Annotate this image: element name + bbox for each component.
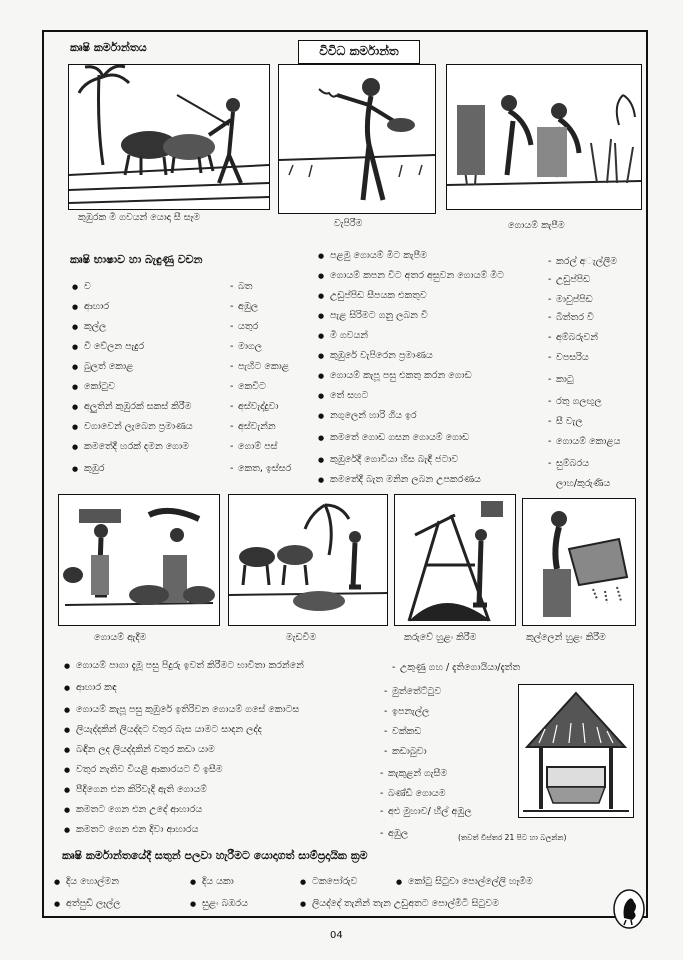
vocab-right-term: ● උඩුප්පිඩ සීපයක එකතුව bbox=[330, 290, 427, 302]
pair-meaning: - කඩාබුවා bbox=[392, 746, 427, 758]
vocab-right-term: ● කුඹුරේදී ගොවියා හිස බැඳී ජටාව bbox=[330, 454, 458, 466]
tradition-item: ● සුළං බඹරය bbox=[202, 898, 248, 910]
pair-meaning: - බණ්ඩි ගොයම bbox=[388, 788, 446, 800]
vocab-right-term: ● නගුලෙන් හාරි ගිය ඉර bbox=[330, 410, 417, 422]
tradition-item: ● කෝටු සිටුවා පොල්ලේලි හෑමීම bbox=[408, 876, 533, 888]
vocab-right-term: ● පැළ සිරිමට ගනු ලබන වී bbox=[330, 310, 428, 322]
vocab-right-meaning: - කාටු bbox=[556, 374, 574, 386]
tradition-item: ● දිය හොල්මන bbox=[66, 876, 119, 888]
pair-term: ● වතුර නැතිව වියළි ආකාරයට වී ඉසීම bbox=[76, 764, 223, 776]
sowing-scene-icon bbox=[278, 64, 436, 214]
vocab-right-term: ● ගොයම් කැපූ පසු එකතු කරන ගොඩ bbox=[330, 370, 472, 382]
vocab-left-term: ● කෝටුව bbox=[84, 381, 115, 393]
pair-term: ● ගොයම් කැපූ පසු කුඹුරේ ඉතිරිවන ගොයම් ගසේ කොටස bbox=[76, 704, 299, 716]
vocab-right-meaning: - කරල් අැල්ලීම bbox=[556, 256, 617, 268]
vocab-left-meaning: - මාගල bbox=[238, 341, 262, 353]
tradition-item: ● ටකපෝරුව bbox=[312, 876, 357, 888]
vocab-left-term: ● කුඹුර bbox=[84, 463, 105, 475]
vocab-left-term: ● වී වේලන පැදුර bbox=[84, 341, 144, 353]
caption-winnowing-basket: කුල්ලෙන් හුළං කිරීම bbox=[526, 632, 606, 643]
vocab-left-meaning: - බත bbox=[238, 281, 253, 293]
vocab-right-meaning: ලාහ/කුරුණිය bbox=[556, 478, 611, 489]
caption-ploughing: කුඹුරක මී ගවයන් යොදා සී සෑම bbox=[78, 212, 201, 223]
ploughing-scene-icon bbox=[68, 64, 270, 210]
pair-meaning: - මුත්තේට්ටුව bbox=[392, 686, 441, 698]
vocab-left-meaning: - ගොම් පස් bbox=[238, 441, 278, 453]
granary-hut-drawing-icon bbox=[518, 684, 634, 818]
hut-note: (තවත් විස්තර 21 පිට හා බලන්න) bbox=[458, 833, 567, 842]
vocab-left-term: ● අලුතින් කුඹුරක් සකස් කිරීම bbox=[84, 401, 191, 413]
vocab-left-term: ● වගාවෙන් ලැබෙන ප්‍රමාණය bbox=[84, 421, 193, 433]
vocab-left-term: ● ව bbox=[84, 281, 91, 293]
vocab-right-meaning: - සුම්බරය bbox=[556, 458, 589, 470]
vocab-right-term: ● මී ගවයන් bbox=[330, 330, 368, 342]
vocab-right-meaning: - ගොයම් කොළය bbox=[556, 436, 620, 448]
traditions-title: කෘෂි කර්මාන්තයේදී සතුන් පලවා හැරීමට යොදාගත් සාම්ප්‍රදායික ක්‍රම bbox=[62, 849, 368, 862]
vocab-left-term: ● කුල්ල bbox=[84, 321, 106, 333]
vocab-right-term: ● පළමු ගොයම් මිට කැපීම bbox=[330, 250, 427, 262]
harvesting-scene-icon bbox=[446, 64, 642, 210]
caption-sowing: වැපිරීම bbox=[334, 218, 363, 229]
vocab-right-meaning: - රතු ගලඟුල bbox=[556, 396, 602, 408]
caption-winnowing-platform: කරුවේ හුළං කිරීම bbox=[404, 632, 477, 643]
caption-harvesting: ගොයම් කැපීම bbox=[508, 220, 565, 231]
tradition-item: ● ලියද්දේ තැනින් තැන උඩුඅතට පොල්මිටි සිටුවම bbox=[312, 898, 499, 910]
vocab-left-meaning: - යතුර bbox=[238, 321, 258, 333]
vocab-left-term: ● කමතේදී හරක් දමන ගොම bbox=[84, 441, 189, 453]
vocab-title: කෘෂි භාෂාව හා බැඳුණු වචන bbox=[70, 253, 203, 266]
pair-term: ● පීදිගෙන එන කිරිවැදි ඇති ගොයම් bbox=[76, 784, 207, 796]
pair-meaning: - කැකුළන් ගැසීම bbox=[388, 768, 447, 780]
pair-term: ● කමතට ගෙන එන දිවා ආහාරය bbox=[76, 824, 198, 836]
caption-threshing: මැඩවීම bbox=[286, 632, 317, 643]
vocab-left-meaning: - කෙවිට bbox=[238, 381, 266, 393]
pair-term: ● බඳින ලද ලියද්දකින් වතුර කඩා යාම bbox=[76, 744, 215, 756]
pair-term: ● ආහාර කඳ bbox=[76, 682, 117, 694]
rooster-logo-icon bbox=[612, 888, 646, 930]
pair-meaning: - ඉපනැල්ල bbox=[392, 706, 429, 718]
page-title: විවිධ කර්මාන්ත bbox=[298, 40, 420, 64]
vocab-left-meaning: - පැහිට කොළ bbox=[238, 361, 289, 373]
pair-meaning: - අළු මුහාව/ හීල් අඹුල bbox=[388, 806, 472, 818]
page-number: 04 bbox=[330, 930, 343, 941]
vocab-right-term: ● තේ සහට bbox=[330, 390, 368, 402]
vocab-right-meaning: - මාවුප්පිඩ bbox=[556, 294, 593, 306]
vocab-right-term: ● කමතේ ගොඩ ගසන ගොයම් ගොඩ bbox=[330, 432, 469, 444]
vocab-left-meaning: - කෙත, ඉස්සර bbox=[238, 463, 291, 475]
caption-carrying-sheaves: ගොයම් ඇදීම bbox=[94, 632, 147, 643]
vocab-left-term: ● බුලත් කොළ bbox=[84, 361, 133, 373]
vocab-right-meaning: - බිත්තර වී bbox=[556, 312, 594, 324]
pair-term: ● ගොයම් පාගා දැමූ පසු පිදුරු ඉවත් කිරීමට භාවිතා කරන්නේ bbox=[76, 660, 304, 672]
pair-meaning: - අඹුල bbox=[388, 828, 408, 840]
vocab-right-term: ● කුඹුරේ වැපිරෙන ප්‍රමාණය bbox=[330, 350, 433, 362]
vocab-right-meaning: - අම්බරුවන් bbox=[556, 332, 598, 344]
pair-meaning: - වක්කඩ bbox=[392, 726, 421, 738]
vocab-right-meaning: - වපසරිය bbox=[556, 352, 589, 364]
vocab-right-meaning: - උඩුප්පිඩ bbox=[556, 274, 590, 286]
vocab-right-term: ● කමතේදී බැත මනින ලබන උපකරණය bbox=[330, 474, 481, 486]
winnowing-basket-scene-icon bbox=[522, 498, 636, 626]
pair-meaning: - උකුණු ගහ / දැතිගොයියා/දැත්ත bbox=[400, 662, 520, 674]
tradition-item: ● දිය යකා bbox=[202, 876, 234, 888]
vocab-left-meaning: - අස්වැද්දුවා bbox=[238, 401, 279, 413]
section-left-label: කෘෂි කර්මාන්තය bbox=[70, 41, 147, 54]
pair-term: ● කමතට ගෙන එන උදේ ආහාරය bbox=[76, 804, 202, 816]
carrying-sheaves-scene-icon bbox=[58, 494, 220, 626]
pair-term: ● ලියැද්දකින් ලියද්දට වතුර බැස යාමට සාදන ලද්ද bbox=[76, 724, 262, 736]
winnowing-platform-scene-icon bbox=[394, 494, 516, 626]
vocab-right-meaning: - සී වැල bbox=[556, 416, 583, 428]
vocab-left-meaning: - අඹුල bbox=[238, 301, 258, 313]
vocab-left-term: ● ආහාර bbox=[84, 301, 109, 313]
threshing-buffalo-scene-icon bbox=[228, 494, 388, 626]
vocab-left-meaning: - අස්වැන්න bbox=[238, 421, 276, 433]
tradition-item: ● අත්පුඩි ලෑල්ල bbox=[66, 898, 120, 910]
vocab-right-term: ● ගොයම් කපන විට අතර අසුවන ගොයම් මිට bbox=[330, 270, 504, 282]
